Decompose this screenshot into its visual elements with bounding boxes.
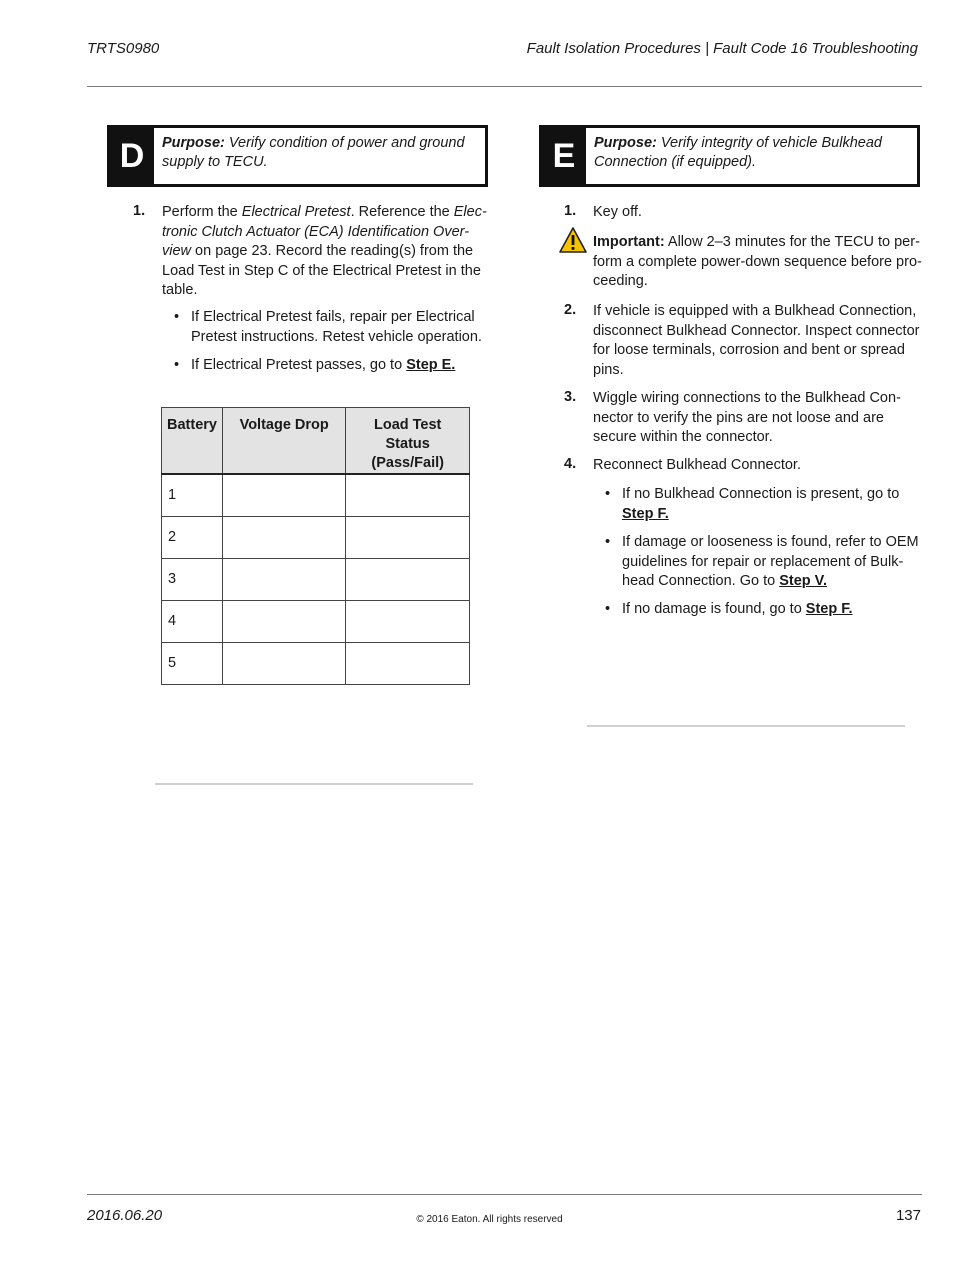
table-cell[interactable] <box>346 600 470 642</box>
step-e-item-3-number: 3. <box>564 389 577 405</box>
table-cell[interactable] <box>346 558 470 600</box>
step-d-purpose <box>162 134 479 172</box>
table-row <box>162 558 470 600</box>
link-step-f[interactable]: Step F. <box>805 601 853 617</box>
step-e-item-2-number: 2. <box>564 302 577 318</box>
text-line: form a complete power-down sequence before pro- <box>593 253 922 270</box>
col-header-battery: Battery <box>162 408 223 475</box>
important-note <box>593 233 923 292</box>
step-e-end-rule <box>587 725 905 727</box>
table-cell[interactable] <box>222 600 345 642</box>
step-e-bullet-3 <box>622 600 922 620</box>
step-d-letter: D <box>110 128 154 184</box>
text-line: pins. <box>593 361 624 378</box>
step-e-item-1-text: Key off. <box>593 204 642 220</box>
table-cell[interactable] <box>346 516 470 558</box>
text-run-italic: view <box>162 243 192 259</box>
table-row <box>162 600 470 642</box>
link-step-f[interactable]: Step F. <box>622 505 669 522</box>
step-d-bullet-2 <box>191 356 491 376</box>
text-run: Allow 2–3 minutes for the TECU to per- <box>664 234 920 250</box>
battery-load-test-table <box>161 407 470 685</box>
col-header-voltage-drop: Voltage Drop <box>222 408 345 475</box>
section-title: Fault Isolation Procedures | Fault Code 16 Troubleshooting <box>526 40 918 57</box>
text-line: disconnect Bulkhead Connector. Inspect connector <box>593 322 920 339</box>
table-row <box>162 474 470 516</box>
text-line: table. <box>162 282 198 298</box>
table-cell[interactable] <box>346 642 470 684</box>
table-cell: 5 <box>162 642 223 684</box>
link-step-v[interactable]: Step V. <box>779 573 828 589</box>
text-run-italic: Electrical Pretest <box>241 204 351 220</box>
table-cell: 2 <box>162 516 223 558</box>
table-cell: 1 <box>162 474 223 516</box>
step-e-item-3-text <box>593 389 923 448</box>
table-cell[interactable] <box>222 474 345 516</box>
document-id: TRTS0980 <box>87 40 160 57</box>
step-d-item-1-text <box>162 203 492 301</box>
text-line: Pretest instructions. Retest vehicle operation. <box>191 328 482 345</box>
table-cell[interactable] <box>222 558 345 600</box>
step-e-bullet-1 <box>622 485 922 524</box>
text-line: • If Electrical Pretest fails, repair per Electrical <box>191 309 475 325</box>
step-e-bullet-2 <box>622 533 922 592</box>
step-d-box <box>107 125 488 187</box>
text-line: nector to verify the pins are not loose and are <box>593 409 884 426</box>
text-line: ceeding. <box>593 273 648 289</box>
text-run: If Electrical Pretest passes, go to <box>191 357 407 373</box>
step-d-purpose-text: Verify condition of power and ground supply to TECU. <box>162 135 465 170</box>
text-run: on page 23. Record the reading(s) from the <box>191 243 474 259</box>
footer-date: 2016.06.20 <box>87 1207 163 1224</box>
step-e-item-4-text: Reconnect Bulkhead Connector. <box>593 457 801 473</box>
col-header-load-test-status: Load Test Status (Pass/Fail) <box>346 408 470 475</box>
page-number: 137 <box>895 1207 921 1224</box>
text-run: Perform the <box>162 204 242 220</box>
step-e-box <box>539 125 920 187</box>
text-run: . Reference the <box>350 204 454 220</box>
header-divider <box>87 86 922 87</box>
text-line: Wiggle wiring connections to the Bulkhead Con- <box>593 390 901 406</box>
step-e-purpose <box>594 134 911 172</box>
table-cell[interactable] <box>222 642 345 684</box>
text-line: Load Test in Step C of the Electrical Pretest in the <box>162 262 481 279</box>
text-run: head Connection. Go to <box>622 573 780 589</box>
step-d-bullet-1 <box>191 308 491 347</box>
step-e-item-4-number: 4. <box>564 456 577 472</box>
step-e-purpose-text: Verify integrity of vehicle Bulkhead Connection (if equipped). <box>594 135 882 170</box>
table-row <box>162 642 470 684</box>
text-line: secure within the connector. <box>593 429 773 445</box>
text-run-italic: tronic Clutch Actuator (ECA) Identification Over- <box>162 223 470 240</box>
warning-triangle-icon <box>558 226 588 254</box>
text-line: • If no Bulkhead Connection is present, go to <box>622 486 900 502</box>
table-cell: 3 <box>162 558 223 600</box>
text-line: If vehicle is equipped with a Bulkhead Connection, <box>593 303 917 319</box>
table-cell[interactable] <box>222 516 345 558</box>
step-d-end-rule <box>155 783 473 785</box>
text-line: for loose terminals, corrosion and bent or spread <box>593 342 905 358</box>
step-e-purpose-label: Purpose: <box>594 135 657 151</box>
link-step-e[interactable]: Step E. <box>406 357 456 373</box>
text-line: • If damage or looseness is found, refer to OEM <box>622 534 919 550</box>
footer-copyright: © 2016 Eaton. All rights reserved <box>416 1214 563 1225</box>
step-d-purpose-label: Purpose: <box>162 135 225 151</box>
table-row <box>162 516 470 558</box>
important-label: Important: <box>593 234 665 250</box>
text-run: If no damage is found, go to <box>622 601 806 617</box>
step-e-item-1-number: 1. <box>564 203 577 219</box>
table-cell[interactable] <box>346 474 470 516</box>
footer-divider <box>87 1194 922 1195</box>
table-header-row <box>162 408 470 475</box>
table-cell: 4 <box>162 600 223 642</box>
step-e-item-2-text <box>593 302 923 380</box>
text-line: guidelines for repair or replacement of Bulk- <box>622 553 904 570</box>
text-run-italic: Elec- <box>453 204 487 220</box>
step-d-item-1-number: 1. <box>133 203 146 219</box>
step-e-letter: E <box>542 128 586 184</box>
